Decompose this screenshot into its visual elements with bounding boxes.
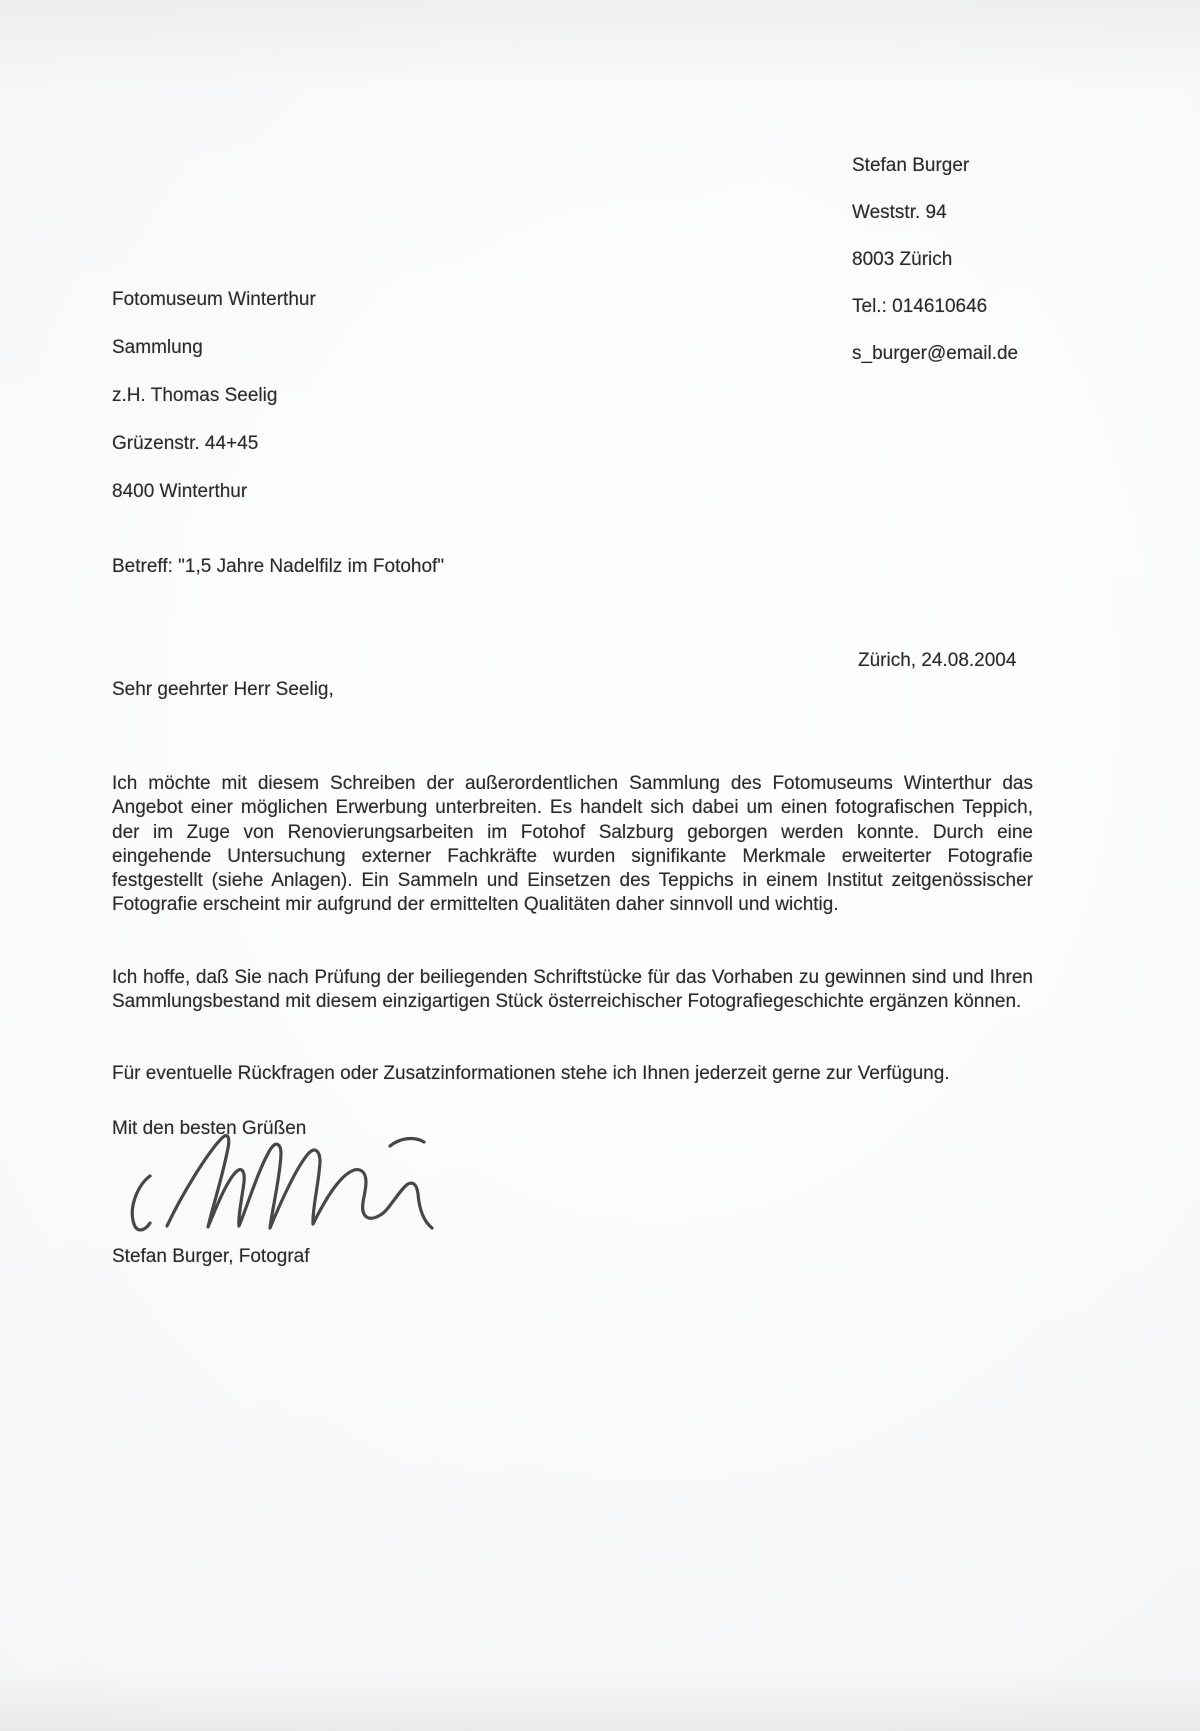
recipient-attention: z.H. Thomas Seelig [112, 385, 278, 406]
sender-street: Weststr. 94 [852, 201, 947, 223]
sender-name: Stefan Burger [852, 154, 970, 176]
recipient-department: Sammlung [112, 337, 203, 358]
body-paragraph-2: Ich hoffe, daß Sie nach Prüfung der beiliegenden Schriftstücke für das Vorhaben zu gewinnen sind und Ihren Sammlungsbestand mit diesem einzigartigen Stück österreichischer Fotografiegeschichte ergänzen können. [112, 966, 1033, 1012]
subject-line: Betreff: "1,5 Jahre Nadelfilz im Fotohof" [112, 556, 445, 577]
scan-smudge-top [0, 0, 1200, 90]
letter-body [112, 748, 1033, 1135]
body-paragraph-1: Ich möchte mit diesem Schreiben der außerordentlichen Sammlung des Fotomuseums Winterthur das Angebot einer möglichen Erwerbung unterbreiten. Es handelt sich dabei um einen fotografischen Teppich, der im Zuge von Renovierungsarbeiten im Fotohof Salzburg geborgen werden konnte. Durch eine eingehende Untersuchung externer Fachkräfte wurden signifikante Merkmale erweiterter Fotografie festgestellt (siehe Anlagen). Ein Sammeln und Einsetzen des Teppichs in einem Institut zeitgenössischer Fotografie erscheint mir aufgrund der ermittelten Qualitäten daher sinnvoll und wichtig. [112, 773, 1033, 916]
sender-email: s_burger@email.de [852, 342, 1019, 364]
handwritten-signature [112, 1124, 472, 1256]
recipient-street: Grüzenstr. 44+45 [112, 433, 259, 454]
closing-line: Mit den besten Grüßen [112, 1118, 307, 1139]
sender-phone: Tel.: 014610646 [852, 295, 988, 317]
sender-address-block [852, 130, 1018, 389]
sender-city: 8003 Zürich [852, 248, 953, 270]
recipient-organization: Fotomuseum Winterthur [112, 289, 316, 310]
recipient-city: 8400 Winterthur [112, 481, 248, 502]
body-paragraph-3: Für eventuelle Rückfragen oder Zusatzinformationen stehe ich Ihnen jederzeit gerne zur Verfügung. [112, 1063, 950, 1085]
scan-smudge-bottom [0, 1671, 1200, 1731]
date-line: Zürich, 24.08.2004 [858, 650, 1017, 671]
signer-name: Stefan Burger, Fotograf [112, 1246, 310, 1267]
salutation: Sehr geehrter Herr Seelig, [112, 679, 334, 700]
recipient-address-block [112, 264, 316, 528]
